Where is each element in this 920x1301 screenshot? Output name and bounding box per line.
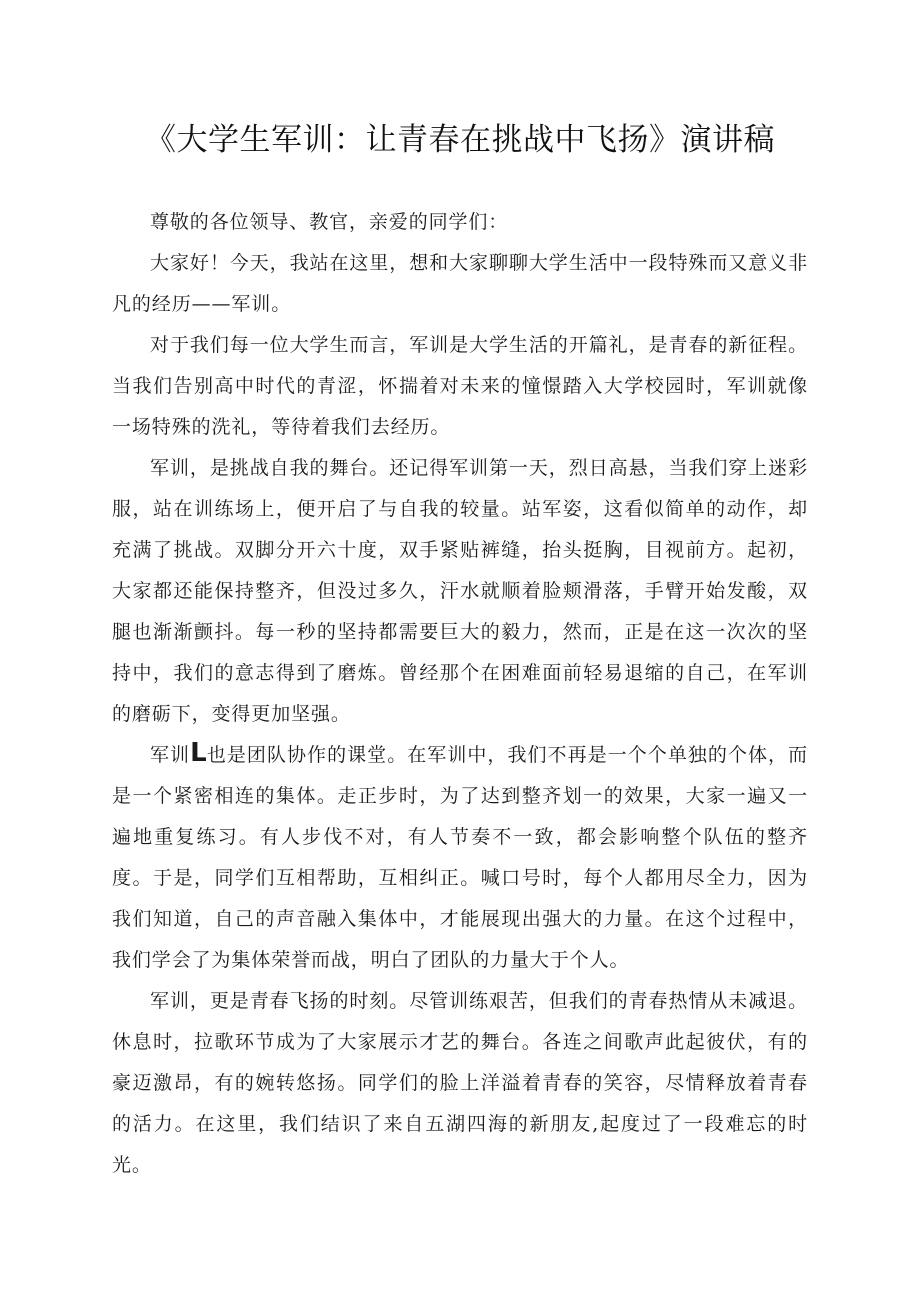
paragraph-self-challenge: 军训，是挑战自我的舞台。还记得军训第一天，烈日高悬，当我们穿上迷彩服，站在训练场上，便开启了与自我的较量。站军姿，这看似简单的动作，却充满了挑战。双脚分开六十度，双手紧贴裤缝，抬头挺胸，目视前方。起初，大家都还能保持整齐，但没过多久，汗水就顺着脸颊滑落，手臂开始发酸，双腿也渐渐颤抖。每一秒的坚持都需要巨大的毅力，然而，正是在这一次次的坚持中，我们的意志得到了磨炼。曾经那个在困难面前轻易退缩的自己，在军训的磨砺下，变得更加坚强。: [112, 457, 808, 725]
paragraph-teamwork: [112, 735, 808, 981]
teamwork-lead-text: 军训: [150, 744, 191, 766]
paragraph-opening-ceremony: 对于我们每一位大学生而言，军训是大学生活的开篇礼，是青春的新征程。当我们告别高中时代的青涩，怀揣着对未来的憧憬踏入大学校园时，军训就像一场特殊的洗礼，等待着我们去经历。: [112, 334, 808, 438]
stray-glyph: L: [190, 738, 207, 768]
document-title: 《大学生军训：让青春在挑战中飞扬》演讲稿: [145, 122, 775, 158]
paragraph-youth: 军训，更是青春飞扬的时刻。尽管训练艰苦，但我们的青春热情从未减退。休息时，拉歌环节成为了大家展示才艺的舞台。各连之间歌声此起彼伏，有的豪迈激昂，有的婉转悠扬。同学们的脸上洋溢着青春的笑容，尽情释放着青春的活力。在这里，我们结识了来自五湖四海的新朋友,起度过了一段难忘的时光。: [112, 990, 808, 1176]
salutation: 尊敬的各位领导、教官，亲爱的同学们：: [150, 211, 509, 233]
teamwork-body-text: 也是团队协作的课堂。在军训中，我们不再是一个个单独的个体，而是一个紧密相连的集体。走正步时，为了达到整齐划一的效果，大家一遍又一遍地重复练习。有人步伐不对，有人节奏不一致，都会影响整个队伍的整齐度。于是，同学们互相帮助，互相纠正。喊口号时，每个人都用尽全力，因为我们知道，自己的声音融入集体中，才能展现出强大的力量。在这个过程中，我们学会了为集体荣誉而战，明白了团队的力量大于个人。: [112, 744, 808, 971]
paragraph-greeting: 大家好！今天，我站在这里，想和大家聊聊大学生活中一段特殊而又意义非凡的经历——军训。: [112, 252, 808, 315]
document-body: [112, 202, 808, 1186]
